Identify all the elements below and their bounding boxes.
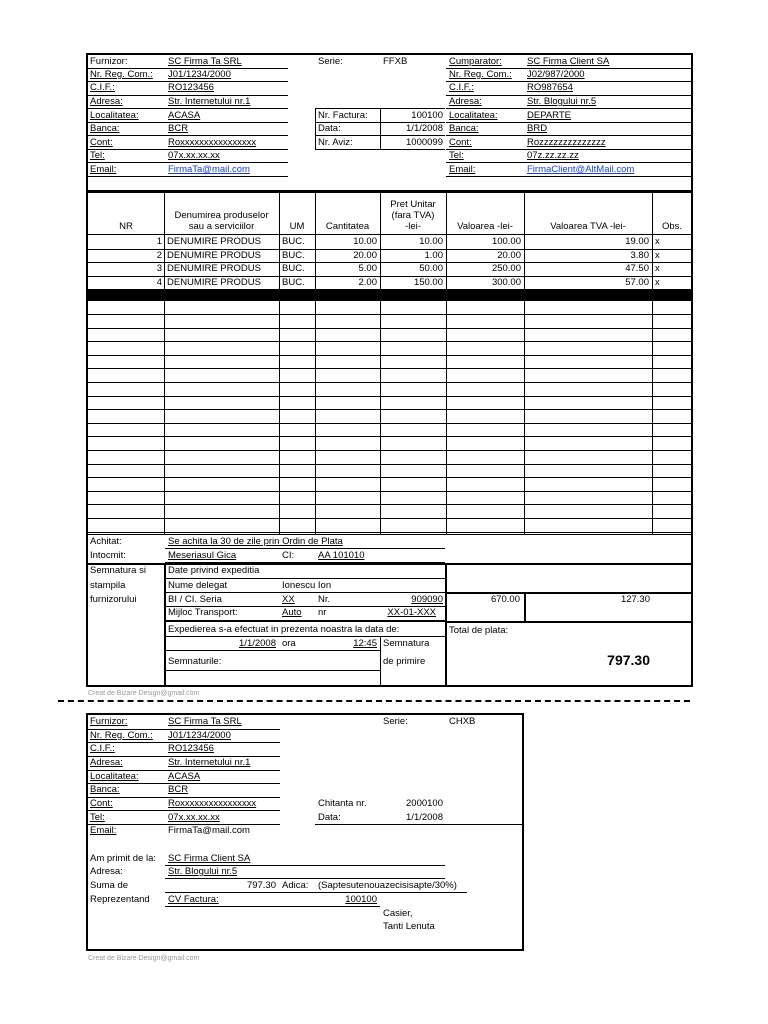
col-header-obs: Obs. [661,221,683,232]
empty-row-divider [88,532,691,533]
supplier-account-label: Cont: [90,137,113,148]
client-address-label: Adresa: [449,96,482,107]
client-cif-label: C.I.F.: [449,82,474,93]
col-header-value: Valoarea -lei- [457,221,513,232]
row-1-nr: 1 [156,236,162,247]
col-header-um: UM [289,221,305,232]
r-receipt-no: 2000100 [406,798,443,809]
row-4-obs: x [655,276,660,288]
col-header-price-2: (fara TVA) [391,210,435,221]
r-address-label: Adresa: [90,866,123,877]
total-label: Total de plata: [449,625,509,636]
id-nr-label: Nr. [318,594,331,605]
client-cif: RO987654 [527,82,573,93]
supplier-reg-label: Nr. Reg. Com.: [90,69,153,80]
col-header-nr: NR [119,221,133,232]
client-email-label: Email: [449,164,476,175]
client-city: DEPARTE [527,110,571,121]
ship-time: 12:45 [353,638,377,649]
invoice-no-label: Nr. Factura: [318,110,368,121]
shipping-title: Date privind expeditia [168,565,260,576]
col-header-vat: Valoarea TVA -lei- [550,221,626,232]
client-account-label: Cont: [449,137,472,148]
r-supplier-email: FirmaTa@mail.com [168,825,250,836]
transport-label: Mijloc Transport: [168,607,238,618]
sign-label-1: Semnatura si [90,565,146,576]
row-3-nr: 3 [156,263,162,274]
row-1-price: 10.00 [419,236,443,247]
supplier-city-label: Localitatea: [90,110,139,121]
transport-nr-label: nr [318,607,327,618]
empty-row-divider [88,464,691,465]
row-2-name: DENUMIRE PRODUS [167,249,261,261]
cut-line [58,700,690,702]
row-4-name: DENUMIRE PRODUS [167,276,261,288]
delegate-value: Ionescu Ion [282,580,332,591]
supplier-tel-label: Tel: [90,150,105,161]
id-label: BI / CI. Seria [168,594,222,605]
row-2-um: BUC. [282,249,305,261]
row-4-um: BUC. [282,276,305,288]
r-receipt-no-label: Chitanta nr. [318,798,367,809]
supplier-account: Roxxxxxxxxxxxxxxxx [168,137,257,148]
r-rep-label: Reprezentand [90,894,150,905]
receipt-sign-2: de primire [383,656,426,667]
row-2-qty: 20.00 [353,249,377,261]
made-label: Intocmit: [90,550,126,561]
r-cashier: Tanti Lenuta [383,921,435,932]
client-address: Str. Blogului nr.5 [527,96,597,107]
row-2-vat: 3.80 [630,249,649,261]
ci-value: AA 101010 [318,550,365,561]
notice-label: Nr. Aviz: [318,137,353,148]
row-1-um: BUC. [282,236,305,247]
row-1-value: 100.00 [491,236,521,247]
total-vat: 127.30 [620,594,650,605]
row-3-price: 50.00 [419,263,443,274]
row-4-qty: 2.00 [358,276,377,288]
r-sum-label: Suma de [90,880,129,891]
r-supplier-cif: RO123456 [168,743,214,754]
empty-row-divider [88,423,691,424]
row-3-obs: x [655,263,660,274]
delegate-label: Nume delegat [168,580,228,591]
r-address: Str. Blogului nr.5 [168,866,238,877]
r-supplier-address: Str. Internetului nr.1 [168,757,251,768]
col-header-name-1: Denumirea produselor [174,210,269,221]
empty-row-divider [88,409,691,410]
r-supplier-bank: BCR [168,784,189,795]
empty-row-divider [88,491,691,492]
ship-date: 1/1/2008 [239,638,276,649]
r-supplier-cif-label: C.I.F.: [90,743,115,754]
row-4-price: 150.00 [413,276,443,288]
client-bank-label: Banca: [449,123,479,134]
paid-text: Se achita la 30 de zile prin Ordin de Plata [168,536,343,547]
row-4-vat: 57.00 [625,276,649,288]
supplier-address-label: Adresa: [90,96,123,107]
signatures-label: Semnaturile: [168,656,222,667]
col-header-price-3: -lei- [405,221,421,232]
row-1-vat: 19.00 [625,236,649,247]
client-name: SC Firma Client SA [527,56,610,67]
id-series: XX [282,594,295,605]
row-1-name: DENUMIRE PRODUS [167,236,261,247]
r-supplier-label: Furnizor: [90,716,128,727]
series-value: FFXB [383,56,408,67]
row-3-um: BUC. [282,263,305,274]
r-cashier-label: Casier, [383,908,413,919]
supplier-reg: J01/1234/2000 [168,69,231,80]
row-2-price: 1.00 [424,249,443,261]
shipped-text: Expedierea s-a efectuat in prezenta noastra la data de: [168,624,400,635]
empty-row-divider [88,368,691,369]
empty-row-divider [88,518,691,519]
r-series: CHXB [449,716,476,727]
supplier-bank: BCR [168,123,189,134]
row-4-value: 300.00 [491,276,521,288]
supplier-bank-label: Banca: [90,123,120,134]
invoice-no: 100100 [411,110,443,121]
r-received-from: SC Firma Client SA [168,853,251,864]
empty-row-divider [88,436,691,437]
row-3-value: 250.00 [491,263,521,274]
row-3-qty: 5.00 [358,263,377,274]
r-supplier-name: SC Firma Ta SRL [168,716,242,727]
transport-value: Auto [282,607,302,618]
id-nr: 909090 [411,594,443,605]
receipt-credit: Creat de Bizare Design@gmail.com [88,955,200,962]
supplier-cif-label: C.I.F.: [90,82,115,93]
r-words: (Saptesutenouazecisisapte/30%) [318,880,457,891]
receipt-frame [86,713,524,951]
client-email-link[interactable]: FirmaClient@AltMail.com [527,164,635,175]
r-supplier-account: Roxxxxxxxxxxxxxxxx [168,798,257,809]
sign-label-2: stampila [90,580,126,591]
empty-row-divider [88,477,691,478]
supplier-city: ACASA [168,110,201,121]
r-series-label: Serie: [383,716,408,727]
row-2-value: 20.00 [497,249,521,261]
date-label: Data: [318,123,341,134]
supplier-email-link[interactable]: FirmaTa@mail.com [168,164,250,175]
row-2-obs: x [655,249,660,261]
row-3-vat: 47.50 [625,263,649,274]
sign-label-3: furnizorului [90,594,137,605]
series-label: Serie: [318,56,343,67]
row-4-nr: 4 [156,276,162,288]
row-1-obs: x [655,236,660,247]
r-words-label: Adica: [282,880,309,891]
col-header-price-1: Pret Unitar [390,199,436,210]
row-1-qty: 10.00 [353,236,377,247]
r-cv-label: CV Factura: [168,894,219,905]
made-by: Meseriasul Gica [168,550,237,561]
col-header-name-2: sau a serviciilor [188,221,255,232]
r-supplier-address-label: Adresa: [90,757,123,768]
client-city-label: Localitatea: [449,110,498,121]
supplier-name: SC Firma Ta SRL [168,56,242,67]
r-supplier-reg: J01/1234/2000 [168,730,231,741]
total-amount: 797.30 [607,652,650,668]
client-bank: BRD [527,123,548,134]
r-supplier-city: ACASA [168,771,201,782]
ci-label: CI: [282,550,295,561]
transport-nr: XX-01-XXX [387,607,436,618]
client-reg-label: Nr. Reg. Com.: [449,69,512,80]
r-supplier-tel-label: Tel: [90,812,105,823]
client-tel-label: Tel: [449,150,464,161]
r-sum: 797.30 [246,880,276,891]
supplier-label: Furnizor: [90,56,128,67]
r-date-label: Data: [318,812,341,823]
r-supplier-account-label: Cont: [90,798,113,809]
supplier-email-label: Email: [90,164,117,175]
receipt-sign-1: Semnatura [383,638,430,649]
total-value: 670.00 [490,594,520,605]
supplier-cif: RO123456 [168,82,214,93]
empty-row-divider [88,504,691,505]
r-supplier-email-label: Email: [90,825,117,836]
empty-row-divider [88,355,691,356]
empty-row-divider [88,450,691,451]
date-value: 1/1/2008 [406,123,443,134]
r-supplier-reg-label: Nr. Reg. Com.: [90,730,153,741]
col-header-qty: Cantitatea [325,221,370,232]
r-supplier-bank-label: Banca: [90,784,120,795]
paid-label: Achitat: [90,536,122,547]
notice-no: 1000099 [406,137,443,148]
supplier-address: Str. Internetului nr.1 [168,96,251,107]
r-supplier-tel: 07x.xx.xx.xx [168,812,220,823]
empty-row-divider [88,341,691,342]
empty-row-divider [88,396,691,397]
empty-row-divider [88,382,691,383]
r-date: 1/1/2008 [406,812,443,823]
client-reg: J02/987/2000 [527,69,585,80]
invoice-credit: Creat de Bizare Design@gmail.com [88,690,200,697]
client-account: Rozzzzzzzzzzzzzz [527,137,606,148]
client-label: Cumparator: [449,56,502,67]
empty-row-divider [88,328,691,329]
supplier-tel: 07x.xx.xx.xx [168,150,220,161]
r-received-label: Am primit de la: [90,853,156,864]
empty-row-divider [88,314,691,315]
row-3-name: DENUMIRE PRODUS [167,263,261,274]
client-tel: 07z.zz.zz.zz [527,150,579,161]
row-2-nr: 2 [156,249,162,261]
r-supplier-city-label: Localitatea: [90,771,139,782]
ship-time-label: ora [282,638,296,649]
r-cv-no: 100100 [345,894,377,905]
